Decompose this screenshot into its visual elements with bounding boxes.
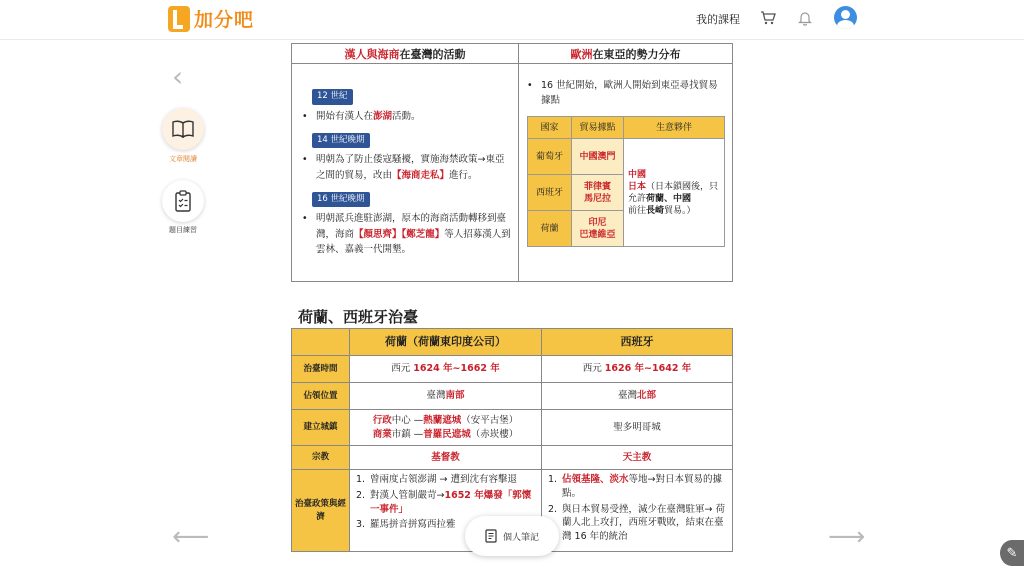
table-cell: 臺灣南部 (350, 383, 542, 410)
europe-cell (519, 64, 733, 282)
cart-icon[interactable] (760, 10, 776, 26)
table-cell: 葡萄牙 (528, 139, 572, 175)
table-cell: 西元 1626 年~1642 年 (542, 356, 733, 383)
list-item: • 16 世紀開始，歐洲人開始到東亞尋找貿易據點 (525, 78, 726, 108)
notebook-icon (485, 529, 497, 543)
period-tag: 14 世紀晚期 (312, 133, 370, 149)
list-item: • 明朝派兵進駐澎湖，原本的海商活動轉移到臺灣，海商【顏思齊】【鄭芝龍】等人招募漢人到雲林、嘉義一代開墾。 (300, 211, 512, 257)
table-cell: 聖多明哥城 (542, 410, 733, 446)
period-tag: 12 世紀 (312, 89, 353, 105)
col-trade-base: 貿易據點 (572, 117, 624, 139)
table-cell: 荷蘭 (528, 211, 572, 247)
row-label: 建立城鎮 (292, 410, 350, 446)
activity-table (291, 43, 733, 282)
table-cell: 菲律賓 馬尼拉 (572, 175, 624, 211)
table-cell: 1. 曾兩度占領澎湖 → 遭到沈有容擊退 2. 對漢人管制嚴苛→1652 年爆發「郭懷一事件」 3. 羅馬拼音拼寫西拉雅 (350, 470, 542, 552)
table-cell: 天主教 (542, 446, 733, 470)
trade-table (527, 116, 725, 247)
question-practice-button[interactable] (162, 180, 204, 222)
bell-icon[interactable] (797, 10, 813, 26)
back-chevron-icon[interactable]: ‹ (172, 60, 184, 93)
section-title: 荷蘭、西班牙治臺 (298, 308, 419, 326)
left-header: 漢人與海商在臺灣的活動 (292, 44, 519, 64)
table-cell: 印尼 巴達維亞 (572, 211, 624, 247)
clipboard-icon (174, 190, 192, 212)
list-item: • 開始有漢人在澎湖活動。 (300, 109, 512, 124)
list-item: • 明朝為了防止倭寇騷擾，實施海禁政策→東亞之間的貿易，改由【海商走私】進行。 (300, 152, 512, 182)
row-label: 治臺政策與經濟 (292, 470, 350, 552)
table-cell: 行政中心 —熱蘭遮城（安平古堡） 商業市鎮 —普羅民遮城（赤崁樓） (350, 410, 542, 446)
logo-text: 加分吧 (194, 9, 255, 31)
table-cell: 臺灣北部 (542, 383, 733, 410)
question-practice-label: 題目練習 (169, 226, 197, 234)
logo[interactable] (168, 5, 254, 32)
personal-notes-button[interactable] (465, 516, 559, 556)
row-label: 佔領位置 (292, 383, 350, 410)
han-activity-cell (292, 64, 519, 282)
table-cell: 西班牙 (528, 175, 572, 211)
table-cell: 1. 佔領基隆、淡水等地→對日本貿易的據點。 2. 與日本貿易受挫，減少在臺灣駐軍→ 荷蘭人北上攻打，西班牙戰敗，結束在臺灣 16 年的統治 (542, 470, 733, 552)
book-icon (172, 120, 194, 138)
logo-mark-icon (168, 6, 190, 32)
table-cell: 西元 1624 年~1662 年 (350, 356, 542, 383)
my-courses-link[interactable]: 我的課程 (696, 13, 740, 26)
col-country: 國家 (528, 117, 572, 139)
top-header (0, 0, 1024, 40)
table-cell: 中國澳門 (572, 139, 624, 175)
article-reading-label: 文章閱讀 (169, 155, 197, 163)
next-page-arrow-icon[interactable]: ⟶ (828, 522, 866, 552)
partner-cell: 中國 日本（日本鎖國後，只允許荷蘭、中國 前往長崎貿易。） (624, 139, 725, 247)
avatar[interactable] (834, 6, 857, 29)
table-cell: 基督教 (350, 446, 542, 470)
row-label: 治臺時間 (292, 356, 350, 383)
period-tag: 16 世紀晚期 (312, 192, 370, 208)
col-netherlands: 荷蘭（荷蘭東印度公司） (350, 329, 542, 356)
prev-page-arrow-icon[interactable]: ⟵ (172, 522, 210, 552)
personal-notes-label: 個人筆記 (502, 532, 539, 543)
col-spain: 西班牙 (542, 329, 733, 356)
right-header: 歐洲在東亞的勢力分布 (519, 44, 733, 64)
main-content (291, 43, 733, 282)
row-label: 宗教 (292, 446, 350, 470)
corner-cell (292, 329, 350, 356)
article-reading-button[interactable] (162, 108, 204, 150)
col-partner: 生意夥伴 (624, 117, 725, 139)
pencil-icon[interactable]: ✎ (1000, 540, 1024, 566)
